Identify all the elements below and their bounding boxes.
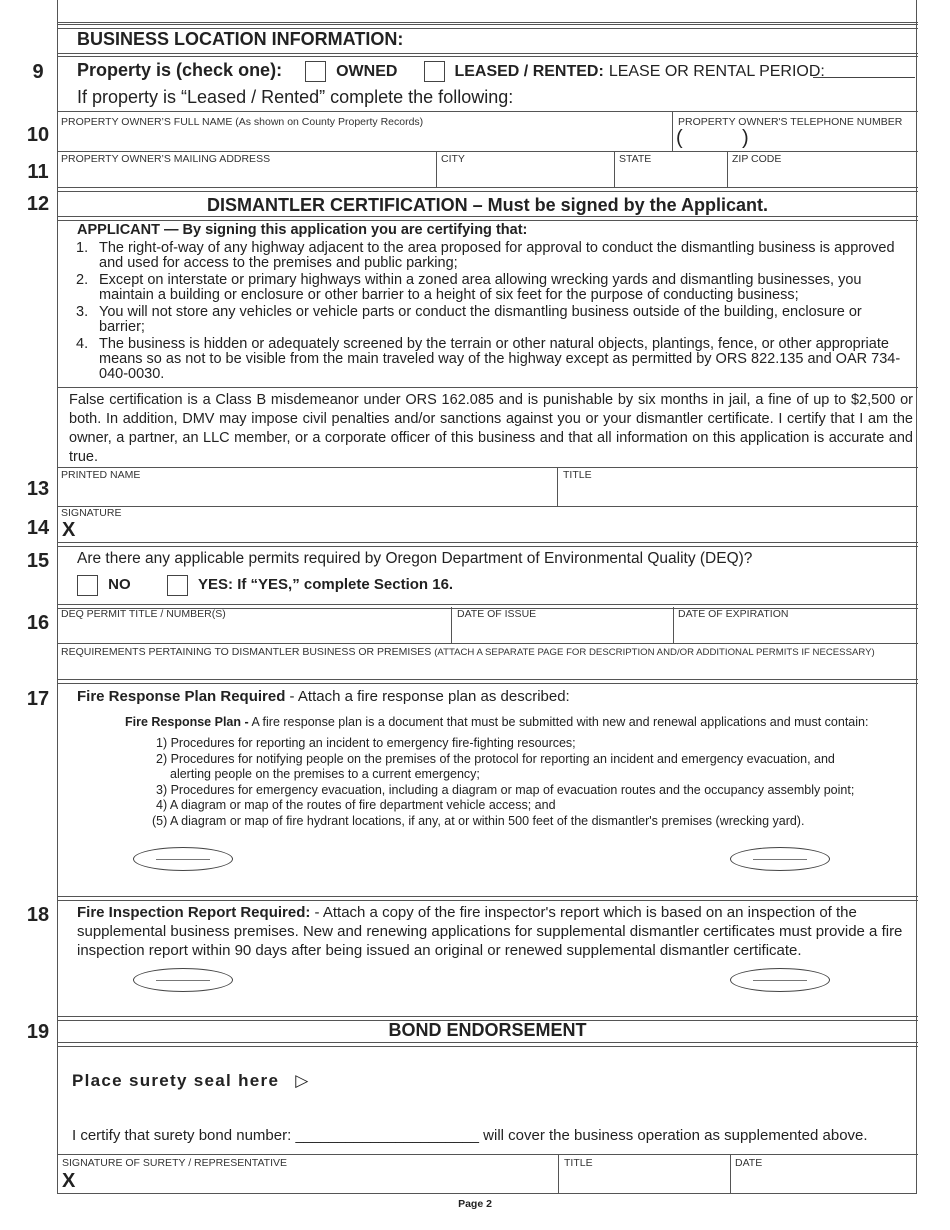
city-label: CITY bbox=[441, 153, 465, 165]
rule bbox=[57, 387, 918, 388]
issue-label: DATE OF ISSUE bbox=[457, 608, 537, 620]
list-item: (5) A diagram or map of fire hydrant locations, if any, at or within 500 feet of the dismantler's premises (wrecking yard). bbox=[152, 813, 805, 828]
rule bbox=[57, 53, 918, 54]
divider bbox=[436, 151, 437, 188]
certification-heading: DISMANTLER CERTIFICATION – Must be signed by the Applicant. bbox=[206, 195, 768, 215]
divider bbox=[558, 1154, 559, 1194]
fire-plan-title-rest: - Attach a fire response plan as described: bbox=[285, 688, 570, 705]
rule bbox=[57, 679, 918, 684]
bond-certify-post: will cover the business operation as supplemented above. bbox=[483, 1127, 868, 1144]
list-item: alerting people on the premises to a current emergency; bbox=[170, 767, 480, 782]
deq-question: Are there any applicable permits required by Oregon Department of Environmental Quality (DEQ)? bbox=[77, 550, 753, 567]
yes-checkbox[interactable] bbox=[167, 575, 188, 596]
surety-sig-label: SIGNATURE OF SURETY / REPRESENTATIVE bbox=[62, 1157, 288, 1169]
divider bbox=[730, 1154, 731, 1194]
phone-paren-close: ) bbox=[742, 127, 749, 149]
fire-inspection-text bbox=[77, 903, 909, 960]
rule bbox=[57, 216, 918, 221]
list-item: 4) A diagram or map of the routes of fire department vehicle access; and bbox=[156, 798, 556, 813]
list-item: 3) Procedures for emergency evacuation, including a diagram or map of evacuation routes and the occupancy assembly point; bbox=[156, 782, 855, 797]
zip-label: ZIP CODE bbox=[732, 153, 782, 165]
requirements-row bbox=[61, 646, 875, 658]
section-number: 11 bbox=[27, 161, 49, 183]
printed-name-label: PRINTED NAME bbox=[61, 469, 141, 481]
no-checkbox[interactable] bbox=[77, 575, 98, 596]
divider bbox=[614, 151, 615, 188]
owner-name-label: PROPERTY OWNER’S FULL NAME (As shown on County Property Records) bbox=[61, 116, 424, 128]
rule bbox=[57, 467, 918, 468]
section-number: 19 bbox=[26, 1021, 50, 1043]
rule bbox=[57, 896, 918, 901]
divider bbox=[672, 111, 673, 151]
punch-hole-marker bbox=[133, 847, 233, 871]
false-cert-text: False certification is a Class B misdemeanor under ORS 162.085 and is punishable by six months in jail, a fine of up to $2,500 or both. In addition, DMV may impose civil penalties and/or sanctions against you or your dismantler certificate. I certify that I am the owner, a partner, an LLC member, or a corporate officer of this business and that all information on this application is accurate and true. bbox=[69, 392, 913, 465]
phone-paren-open: ( bbox=[676, 127, 683, 149]
property-row bbox=[77, 60, 825, 82]
section-number: 18 bbox=[26, 904, 50, 926]
section-number: 9 bbox=[32, 61, 44, 83]
rule bbox=[57, 56, 918, 57]
punch-hole-marker bbox=[133, 968, 233, 992]
rule bbox=[57, 187, 918, 192]
leased-label: LEASED / RENTED: bbox=[454, 63, 604, 80]
bond-heading: BOND ENDORSEMENT bbox=[388, 1020, 587, 1040]
list-item: 3. You will not store any vehicles or vehicle parts or conduct the dismantling business outside of the building, enclosure or barrier; bbox=[76, 304, 862, 335]
list-item: 2) Procedures for notifying people on the premises of the protocol for reporting an incident and emergency evacuation, and bbox=[156, 751, 835, 766]
rule bbox=[57, 22, 918, 23]
form-frame bbox=[57, 0, 917, 1194]
fire-plan-desc: A fire response plan is a document that must be submitted with new and renewal applications and must contain: bbox=[248, 715, 869, 729]
bond-certify-pre: I certify that surety bond number: bbox=[72, 1127, 292, 1144]
fire-plan-list bbox=[152, 736, 854, 830]
lease-period-label: LEASE OR RENTAL PERIOD: bbox=[608, 63, 825, 80]
rule bbox=[57, 111, 918, 112]
divider bbox=[557, 467, 558, 506]
rule bbox=[57, 1154, 918, 1155]
applicant-lead: APPLICANT — By signing this application you are certifying that: bbox=[77, 222, 528, 238]
state-label: STATE bbox=[619, 153, 652, 165]
owned-checkbox[interactable] bbox=[305, 61, 326, 82]
fire-inspection-title: Fire Inspection Report Required: bbox=[77, 904, 311, 921]
leased-checkbox[interactable] bbox=[424, 61, 445, 82]
divider bbox=[673, 607, 674, 643]
title-label: TITLE bbox=[563, 469, 592, 481]
fire-plan-desc-row bbox=[125, 715, 868, 729]
signature-x[interactable]: X bbox=[62, 519, 76, 541]
section-number: 14 bbox=[26, 517, 50, 539]
bond-number-field[interactable]: ______________________ bbox=[295, 1127, 479, 1144]
requirements-note: (ATTACH A SEPARATE PAGE FOR DESCRIPTION AND/OR ADDITIONAL PERMITS IF NECESSARY) bbox=[434, 647, 875, 658]
divider bbox=[451, 607, 452, 643]
rule bbox=[57, 643, 918, 644]
section-number: 13 bbox=[26, 478, 50, 500]
surety-sig-x[interactable]: X bbox=[62, 1170, 76, 1192]
property-label: Property is (check one): bbox=[77, 60, 283, 80]
fire-inspection-body: - Attach a copy of the fire inspector's report which is based on an inspection of the supplemental business premises. New and renewing applications for supplemental dismantler certificates must provide a fire inspection report within 90 days after being issued an original or renewed supplemental dismantler certificate. bbox=[77, 904, 903, 959]
location-heading: BUSINESS LOCATION INFORMATION: bbox=[77, 29, 404, 49]
list-item: 4. The business is hidden or adequately screened by the terrain or other natural objects, plantings, fence, or other appropriate means so as not to be visible from the main traveled way of the highway except as permitted by ORS 822.135 and OAR 734-040-0030. bbox=[76, 336, 901, 382]
list-item: 2. Except on interstate or primary highways within a zoned area allowing wrecking yards and dismantling businesses, you maintain a building or enclosure or other barrier to a height of six feet for the purpose of conducting business; bbox=[76, 272, 862, 303]
section-number: 17 bbox=[26, 688, 50, 710]
fire-plan-title: Fire Response Plan Required bbox=[77, 688, 286, 705]
fire-plan-title-row bbox=[77, 688, 570, 705]
punch-hole-marker bbox=[730, 968, 830, 992]
page-number: Page 2 bbox=[458, 1198, 492, 1210]
leased-instruction: If property is “Leased / Rented” complete the following: bbox=[77, 87, 514, 107]
section-number: 15 bbox=[26, 550, 50, 572]
rule bbox=[57, 506, 918, 507]
requirements-label: REQUIREMENTS PERTAINING TO DISMANTLER BUSINESS OR PREMISES bbox=[61, 646, 432, 658]
mailing-label: PROPERTY OWNER’S MAILING ADDRESS bbox=[61, 153, 271, 165]
lease-period-field[interactable] bbox=[813, 77, 915, 78]
owner-phone-label: PROPERTY OWNER'S TELEPHONE NUMBER bbox=[678, 116, 903, 128]
section-number: 16 bbox=[26, 612, 50, 634]
section-number: 10 bbox=[26, 124, 50, 146]
bond-certify-row bbox=[72, 1127, 868, 1144]
divider bbox=[727, 151, 728, 188]
deq-options bbox=[77, 575, 453, 596]
seal-row bbox=[72, 1071, 310, 1091]
fire-plan-desc-bold: Fire Response Plan - bbox=[125, 715, 249, 729]
yes-label: YES: If “YES,” complete Section 16. bbox=[198, 576, 454, 594]
punch-hole-marker bbox=[730, 847, 830, 871]
rule bbox=[57, 1042, 918, 1047]
list-item: 1. The right-of-way of any highway adjacent to the area proposed for approval to conduct the dismantling business is approved and used for access to the premises and public parking; bbox=[76, 240, 895, 271]
no-label: NO bbox=[108, 576, 131, 594]
expiration-label: DATE OF EXPIRATION bbox=[678, 608, 789, 620]
owned-label: OWNED bbox=[336, 63, 398, 80]
permit-label: DEQ PERMIT TITLE / NUMBER(S) bbox=[61, 608, 226, 620]
seal-label: Place surety seal here bbox=[72, 1071, 280, 1090]
list-item: 1) Procedures for reporting an incident to emergency fire-fighting resources; bbox=[156, 736, 576, 750]
rule bbox=[57, 542, 918, 547]
signature-label: SIGNATURE bbox=[61, 507, 122, 519]
certification-list bbox=[76, 241, 906, 382]
rule bbox=[57, 151, 918, 152]
section-number: 12 bbox=[26, 193, 50, 215]
surety-date-label: DATE bbox=[735, 1157, 763, 1169]
surety-title-label: TITLE bbox=[564, 1157, 593, 1169]
seal-arrow-icon: ▷ bbox=[295, 1071, 310, 1090]
